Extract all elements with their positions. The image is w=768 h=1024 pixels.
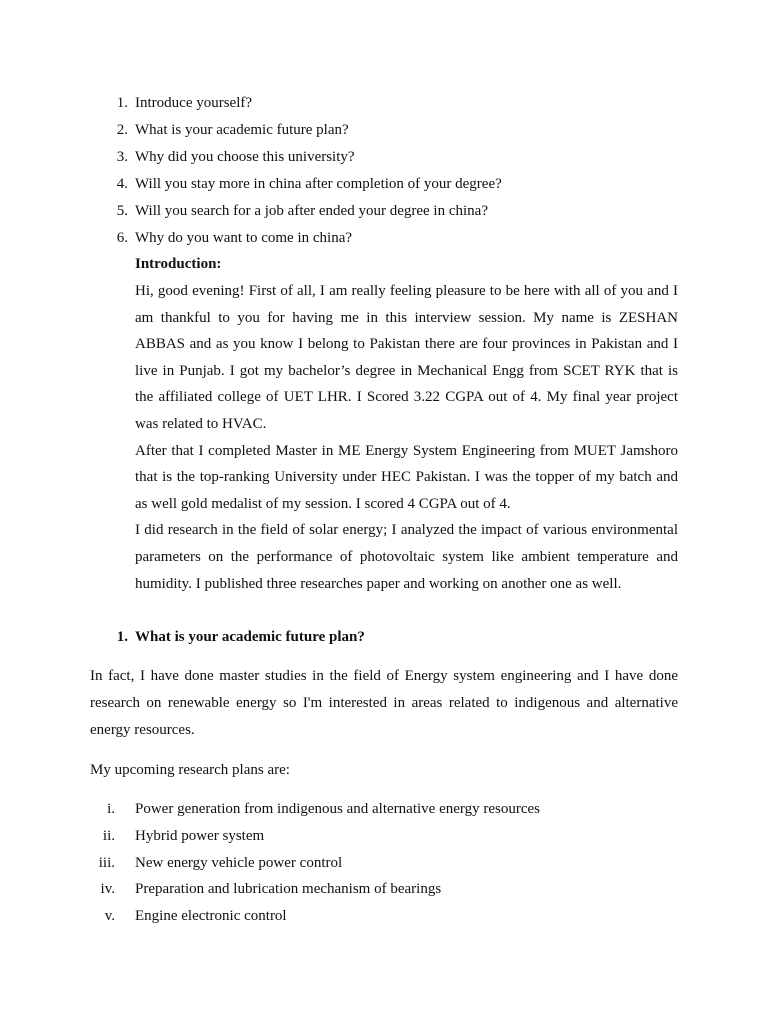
list-number: ii. bbox=[102, 827, 115, 844]
introduction-section bbox=[135, 251, 678, 597]
section-title: What is your academic future plan? bbox=[135, 629, 365, 645]
section-number: 1. bbox=[116, 629, 128, 645]
list-text: Will you stay more in china after completion of your degree? bbox=[135, 176, 502, 192]
list-number: v. bbox=[104, 908, 115, 925]
list-text: Why do you want to come in china? bbox=[135, 230, 353, 246]
list-number: 1. bbox=[116, 95, 128, 111]
list-text: Preparation and lubrication mechanism of bearings bbox=[135, 881, 442, 898]
list-item bbox=[100, 225, 700, 252]
list-text: What is your academic future plan? bbox=[135, 122, 349, 138]
list-number: 3. bbox=[116, 149, 128, 165]
research-plan-list bbox=[70, 796, 690, 930]
body-paragraph: In fact, I have done master studies in the field of Energy system engineering and I have done research on renewable energy so I'm interested in areas related to indigenous and alternative energy resources. bbox=[90, 668, 678, 738]
list-item bbox=[70, 850, 690, 877]
list-text: Engine electronic control bbox=[135, 908, 287, 925]
introduction-paragraph: I did research in the field of solar energy; I analyzed the impact of various environmental parameters on the performance of photovoltaic system like ambient temperature and humidity. I published three researches paper and working on another one as well. bbox=[135, 522, 678, 592]
introduction-paragraph: Hi, good evening! First of all, I am really feeling pleasure to be here with all of you and I am thankful to you for having me in this interview session. My name is ZESHAN ABBAS and as you know I belong to Pakistan there are four provinces in Pakistan and I live in Punjab. I got my bachelor’s degree in Mechanical Engg from SCET RYK that is the affiliated college of UET LHR. I Scored 3.22 CGPA out of 4. My final year project was related to HVAC. bbox=[135, 283, 678, 432]
list-text: Introduce yourself? bbox=[135, 95, 253, 111]
list-item bbox=[100, 144, 700, 171]
list-number: i. bbox=[107, 801, 115, 817]
introduction-heading: Introduction: bbox=[135, 256, 222, 272]
list-number: 6. bbox=[116, 230, 128, 246]
list-text: Will you search for a job after ended your degree in china? bbox=[135, 203, 488, 219]
list-number: 5. bbox=[116, 203, 128, 219]
list-item bbox=[100, 198, 700, 225]
list-text: New energy vehicle power control bbox=[135, 854, 343, 871]
list-item bbox=[100, 117, 700, 144]
list-number: iv. bbox=[100, 881, 115, 898]
section-heading bbox=[100, 624, 365, 651]
introduction-paragraph: After that I completed Master in ME Energy System Engineering from MUET Jamshoro that is the top-ranking University under HEC Pakistan. I was the topper of my batch and as well gold medalist of my session. I scored 4 CGPA out of 4. bbox=[135, 442, 678, 512]
list-item bbox=[70, 796, 690, 823]
plans-intro: My upcoming research plans are: bbox=[90, 762, 290, 778]
list-item bbox=[70, 823, 690, 850]
list-item bbox=[100, 90, 700, 117]
list-number: iii. bbox=[98, 854, 115, 871]
list-text: Why did you choose this university? bbox=[135, 149, 355, 165]
list-number: 4. bbox=[116, 176, 128, 192]
list-item bbox=[70, 903, 690, 930]
list-text: Hybrid power system bbox=[135, 827, 265, 844]
list-item bbox=[70, 876, 690, 903]
list-text: Power generation from indigenous and alternative energy resources bbox=[135, 801, 540, 817]
list-item bbox=[100, 171, 700, 198]
question-list bbox=[100, 90, 700, 252]
list-number: 2. bbox=[116, 122, 128, 138]
